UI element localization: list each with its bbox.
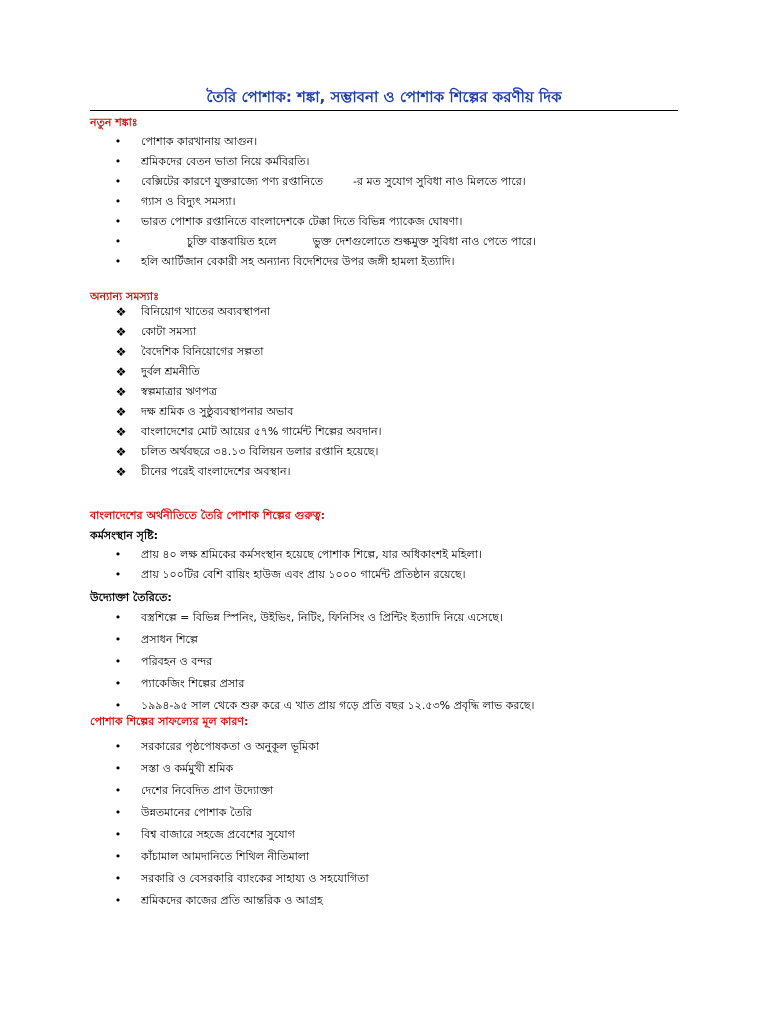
bullet-icon: • (114, 828, 122, 841)
importance-heading: বাংলাদেশের অর্থনীতিতে তৈরি পোশাক শিল্পের গুরুত্ব: (90, 509, 326, 522)
employment-heading: কর্মসংস্থান সৃষ্টি: (90, 529, 159, 542)
bullet-icon: • (114, 677, 122, 690)
diamond-bullet-icon: ❖ (115, 345, 127, 359)
bullet-icon: • (114, 894, 122, 907)
bullet-icon: • (114, 568, 122, 581)
document-title: তৈরি পোশাক: শঙ্কা, সম্ভাবনা ও পোশাক শিল্পের করণীয় দিক (206, 88, 562, 106)
diamond-bullet-icon: ❖ (115, 325, 127, 339)
bullet-icon: • (114, 548, 122, 561)
bullet-icon: • (114, 235, 122, 248)
bullet-icon: • (114, 611, 122, 624)
bullet-icon: • (114, 255, 122, 268)
diamond-bullet-icon: ❖ (115, 365, 127, 379)
entrepreneurs-heading: উদ্যোক্তা তৈরিতে: (90, 591, 172, 604)
other-problems-heading: অন্যান্য সমস্যাঃ (90, 290, 159, 303)
new-fears-heading: নতুন শঙ্কাঃ (90, 116, 138, 129)
bullet-icon: • (114, 633, 122, 646)
bullet-icon: • (114, 135, 122, 148)
bullet-icon: • (114, 699, 122, 712)
diamond-bullet-icon: ❖ (115, 405, 127, 419)
diamond-bullet-icon: ❖ (115, 385, 127, 399)
document-page: তৈরি পোশাক: শঙ্কা, সম্ভাবনা ও পোশাক শিল্পের করণীয় দিক নতুন শঙ্কাঃ • পোশাক কারখানায় আগুন। • শ্রমিকদের বেতন ভাতা নিয়ে কর্মবিরতি। • বেক্সিটের কারণে যুক্তরাজ্যে পণ্য রপ্তানিতে -র মত সুযোগ সুবিধা নাও মিলতে পারে। • গ্যাস ও বিদ্যুৎ সমস্যা। • ভারত পোশাক রপ্তানিতে বাংলাদেশকে টেক্কা দিতে বিভিন্ন প্যাকেজ ঘোষণা। • চুক্তি বাস্তবায়িত হলে ভুক্ত দেশগুলোতে শুল্কমুক্ত সুবিধা নাও পেতে পারে। • হলি আর্টিজান বেকারী সহ অন্যান্য বিদেশিদের উপর জঙ্গী হামলা ইত্যাদি। অন্যান্য সমস্যাঃ ❖ বিনিয়োগ খাতের অব্যবস্থাপনা ❖ কোটা সমস্যা ❖ বৈদেশিক বিনিয়োগের সল্পতা ❖ দুর্বল শ্রমনীতি ❖ স্বল্পমাত্রার ঋণপত্র ❖ দক্ষ শ্রমিক ও সুষ্ঠুব্যবস্থাপনার অভাব ❖ বাংলাদেশের মোট আয়ের ৫৭% গার্মেন্ট শিল্পের অবদান। ❖ চলিত অর্থবছরে ৩৪.১৩ বিলিয়ন ডলার রপ্তানি হয়েছে। ❖ চীনের পরেই বাংলাদেশের অবস্থান। বাংলাদেশের অর্থনীতিতে তৈরি পোশাক শিল্পের গুরুত্ব: কর্মসংস্থান সৃষ্টি: • প্রায় ৪০ লক্ষ শ্রমিকের কর্মসংস্থান হয়েছে পোশাক শিল্পে, যার অধিকাংশই মহিলা। • প্রায় ১০০টির বেশি বায়িং হাউজ এবং প্রায় ১০০০ গার্মেন্ট প্রতিষ্ঠান রয়েছে। উদ্যোক্তা তৈরিতে: • বস্ত্রশিল্পে = বিভিন্ন স্পিনিং, উইভিং, নিটিং, ফিনিসিং ও প্রিন্টিং ইত্যাদি নিয়ে এসেছে। • প্রসাধন শিল্পে • পরিবহন ও বন্দর • প্যাকেজিং শিল্পের প্রসার • ১৯৯৪-৯৫ সাল থেকে শুরু করে এ খাত প্রায় গড়ে প্রতি বছর ১২.৫৩% প্রবৃদ্ধি লাভ করছে। পোশাক শিল্পের সাফল্যের মূল কারণ: • সরকারের পৃষ্ঠপোষকতা ও অনুকূল ভূমিকা • সস্তা ও কর্মমুখী শ্রমিক • দেশের নিবেদিত প্রাণ উদ্যোক্তা • উন্নতমানের পোশাক তৈরি • বিশ্ব বাজারে সহজে প্রবেশের সুযোগ • কাঁচামাল আমদানিতে শিথিল নীতিমালা • সরকারি ও বেসরকারি ব্যাংকের সাহায্য ও সহযোগিতা • শ্রমিকদের কাজের প্রতি আন্তরিক ও আগ্রহ (0, 0, 768, 1024)
bullet-icon: • (114, 155, 122, 168)
bullet-icon: • (114, 784, 122, 797)
bullet-icon: • (114, 195, 122, 208)
bullet-icon: • (114, 806, 122, 819)
diamond-bullet-icon: ❖ (115, 445, 127, 459)
diamond-bullet-icon: ❖ (115, 465, 127, 479)
diamond-bullet-icon: ❖ (115, 425, 127, 439)
bullet-icon: • (114, 740, 122, 753)
bullet-icon: • (114, 175, 122, 188)
success-heading: পোশাক শিল্পের সাফল্যের মূল কারণ: (90, 715, 249, 728)
bullet-icon: • (114, 850, 122, 863)
title-divider (90, 110, 678, 111)
diamond-bullet-icon: ❖ (115, 305, 127, 319)
bullet-icon: • (114, 872, 122, 885)
bullet-icon: • (114, 215, 122, 228)
bullet-icon: • (114, 762, 122, 775)
bullet-icon: • (114, 655, 122, 668)
